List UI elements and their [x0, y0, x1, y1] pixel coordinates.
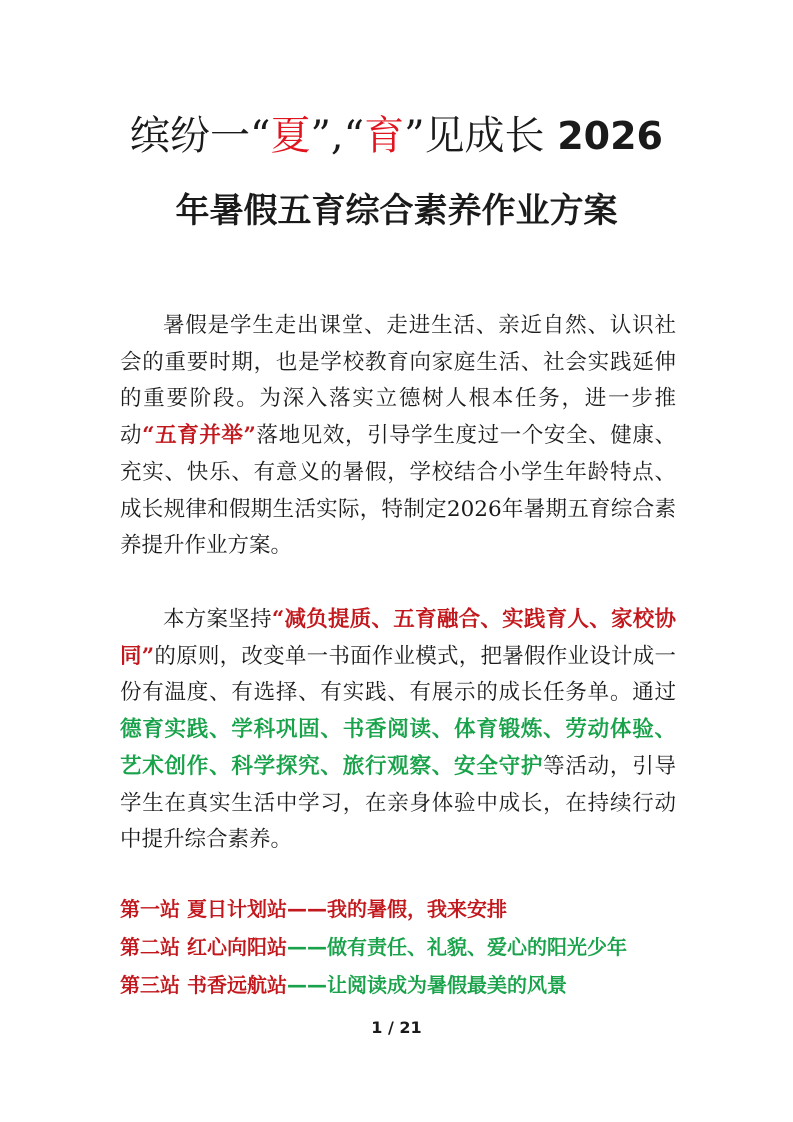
title-highlight-xia: 夏 [270, 113, 311, 159]
intro-paragraph [120, 308, 676, 565]
station-heading-1 [120, 893, 720, 925]
para1-text-1: 暑假是学生走出课堂、走进生活、亲近自然、认识社会的重要时期，也是学校教育向家庭生活、社会实践延伸的重要阶段。为深入落实立德树人根本任务，进一步推动 [120, 313, 676, 449]
title-part-2: ”,“ [310, 113, 365, 159]
para1-text-2: 落地见效，引导学生度过一个安全、健康、充实、快乐、有意义的暑假，学校结合小学生年龄特点、成长规律和假期生活实际，特制定2026年暑期五育综合素养提升作业方案。 [120, 423, 676, 559]
document-title-line-2: 年暑假五育综合素养作业方案 [175, 191, 618, 231]
para2-text-2: 的原则，改变单一书面作业模式，把暑假作业设计成一份有温度、有选择、有实践、有展示的成长任务单。通过 [120, 643, 676, 706]
principles-paragraph [120, 602, 676, 859]
title-part-1: 缤纷一“ [129, 113, 271, 159]
station-2-name: 第二站 红心向阳站 [120, 935, 287, 959]
station-1-subtitle: ——我的暑假，我来安排 [286, 897, 507, 921]
station-3-subtitle: ——让阅读成为暑假最美的风景 [286, 973, 567, 997]
para2-text-3: 等活动，引导学生在真实生活中学习，在亲身体验中成长，在持续行动中提升综合素养。 [120, 753, 676, 853]
title-part-3: ”见成长 [404, 113, 558, 159]
title-highlight-yu: 育 [364, 113, 405, 159]
station-2-subtitle: ——做有责任、礼貌、爱心的阳光少年 [286, 935, 627, 959]
document-title-line-1 [0, 108, 793, 164]
station-heading-2 [120, 931, 720, 963]
station-3-name: 第三站 书香远航站 [120, 973, 287, 997]
para1-highlight-wuyu: “五育并举” [142, 423, 256, 449]
page-number: 1 / 21 [371, 1018, 422, 1037]
para2-highlight-principles: “减负提质、五育融合、实践育人、家校协同” [120, 607, 676, 669]
station-heading-3 [120, 969, 720, 1001]
para2-text-1: 本方案坚持 [163, 607, 272, 632]
station-1-name: 第一站 夏日计划站 [120, 897, 287, 921]
title-year: 2026 [557, 114, 663, 158]
para2-highlight-activities: 德育实践、学科巩固、书香阅读、体育锻炼、劳动体验、艺术创作、科学探究、旅行观察、安全守护 [120, 717, 676, 779]
